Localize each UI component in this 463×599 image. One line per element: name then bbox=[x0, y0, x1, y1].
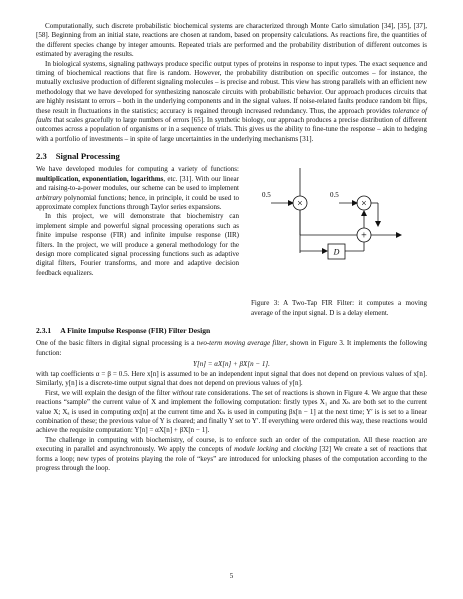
paragraph-design-explanation bbox=[36, 389, 427, 436]
text-run: In biological systems, signaling pathways produce specific output types of proteins in response to input types. The exact sequence and timing of biochemical reactions that fire is random. However, the probability distribution on specific outcomes – for instance, the mutually exclusive production of different signaling molecules – is precise and robust. This view has strong parallels with an efficient new methodology that we have developed for synthesizing nanoscale circuits with probabilistic behavior. Our approach produces circuits that are highly resistant to errors – both in the underlying components and in the signal values. If noise-related faults produce random bit flips, these result in fluctuations in the statistics; accuracy is regained through increased redundancy. Thus, the approach provides bbox=[36, 59, 427, 115]
text-run: , etc. [31]. With our linear and raising-to-a-power modules, our scheme can be used to implement bbox=[36, 174, 239, 193]
text-run: First, we will explain the design of the filter bbox=[45, 388, 173, 397]
section-title: A Finite Impulse Response (FIR) Filter Design bbox=[60, 326, 211, 336]
section-heading-2-3-1 bbox=[36, 326, 427, 336]
text-run: and bbox=[278, 445, 294, 454]
right-column bbox=[251, 165, 427, 318]
text-run: , shown in Figure 3. It implements the following function: bbox=[36, 339, 427, 357]
text-run: rate considerations. The set of reactions is shown in Figure 4. We argue that these reactions “sample” the current value of X and implement the following computation: firstly types X₁ and Xₕ are both set to the current value X; Xₐ is used in computing αx[n] at the current time and Xₕ is used in computing βx[n − 1] at the next time; Y′ is is set to a linear combination of these; the previous value of Y is cleared; and finally Y set to Y′. If everything were ordered this way, these reactions would achieve the requisite computation: Y[n] = αX[n] + βX[n − 1]. bbox=[36, 388, 427, 435]
adder-symbol: + bbox=[361, 230, 367, 242]
paragraph-fir-intro bbox=[36, 339, 427, 358]
section-number: 2.3 bbox=[36, 151, 47, 162]
section-number: 2.3.1 bbox=[36, 326, 52, 336]
emphasis-text: module locking bbox=[234, 445, 278, 454]
figure-caption: Figure 3: A Two-Tap FIR Filter: it computes a moving average of the input signal. D is a delay element. bbox=[251, 299, 427, 317]
text-run: We have developed modules for computing a variety of functions: bbox=[36, 165, 239, 174]
emphasis-text: two-term moving average filter bbox=[196, 339, 287, 348]
emphasis-text: arbitrary bbox=[36, 193, 62, 202]
coef2-label: 0.5 bbox=[330, 191, 339, 200]
multiplier-1-symbol: × bbox=[297, 198, 303, 210]
emphasis-text: clocking bbox=[293, 445, 317, 454]
multiplier-2-symbol: × bbox=[361, 198, 367, 210]
emphasis-text: without bbox=[172, 388, 194, 397]
paragraph-biological-systems bbox=[36, 60, 427, 145]
paragraph-tap-coefficients: with tap coefficients α = β = 0.5. Here x[n] is assumed to be an independent input signal that does not depend on previous values of x[n]. Similarly, y[n] is a discrete-time output signal that does not depend on previous values of y[n]. bbox=[36, 369, 427, 388]
page-body bbox=[36, 22, 427, 473]
text-run: that scales gracefully to large numbers of errors [65]. In synthetic biology, our approach produces a precise distribution of different outcomes across a population of organisms or in a sequence of trials. This gives us the ability to fine-tune the response – akin to hedging with a portfolio of investments – in spite of large uncertainties in the underlying mechanisms [31]. bbox=[36, 116, 427, 143]
emphasis-text: tolerance of faults bbox=[36, 106, 428, 125]
paragraph-project: In this project, we will demonstrate that biochemistry can implement simple and powerful signal processing operations such as finite impulse response (FIR) and infinite impulse response (IIR) filters. In the project, we will produce a general methodology for the design more complicated signal processing functions such as adaptive digital filters, Fourier transforms, and more and adaptive decision feedback equalizers. bbox=[36, 212, 239, 277]
section-heading-2-3 bbox=[36, 151, 427, 162]
left-column bbox=[36, 165, 239, 278]
text-run: The challenge in computing with biochemistry, of course, is to enforce such an order of the computation. All these reaction are executing in parallel and asynchronously. We apply the concepts of bbox=[36, 435, 427, 454]
page-number: 5 bbox=[229, 572, 234, 580]
paragraph-modules bbox=[36, 165, 239, 212]
section-title: Signal Processing bbox=[55, 151, 120, 162]
delay-label: D bbox=[333, 247, 340, 257]
paragraph-challenge bbox=[36, 436, 427, 474]
fir-filter-diagram bbox=[251, 165, 427, 293]
coef1-label: 0.5 bbox=[262, 191, 271, 200]
equation-fir: Y[n] = αX[n] + βX[n − 1]. bbox=[193, 359, 270, 368]
paragraph-monte-carlo: Computationally, such discrete probabilistic biochemical systems are characterized through Monte Carlo simulation [34], [35], [37], [58]. Beginning from an initial state, reactions are chosen at random, based on propensity calculations. As reactions fire, the quantities of the different species change by integer amounts. Repeated trials are performed and the probability distribution of different outcomes is estimated by averaging the results. bbox=[36, 22, 427, 59]
bold-text: multiplication, exponentiation, logarithms bbox=[36, 174, 164, 183]
text-run: polynomial functions; hence, in principle, it could be used to approximate complex functions through Taylor series expansions. bbox=[36, 193, 239, 211]
two-column-block bbox=[36, 165, 427, 318]
text-run: One of the basic filters in digital signal processing is a bbox=[36, 339, 197, 348]
text-run: [32] We create a set of reactions that forms a loop; new types of proteins playing the role of “keys” are introduced for unlocking phases of the computation according to the progress through the loop. bbox=[36, 445, 427, 472]
